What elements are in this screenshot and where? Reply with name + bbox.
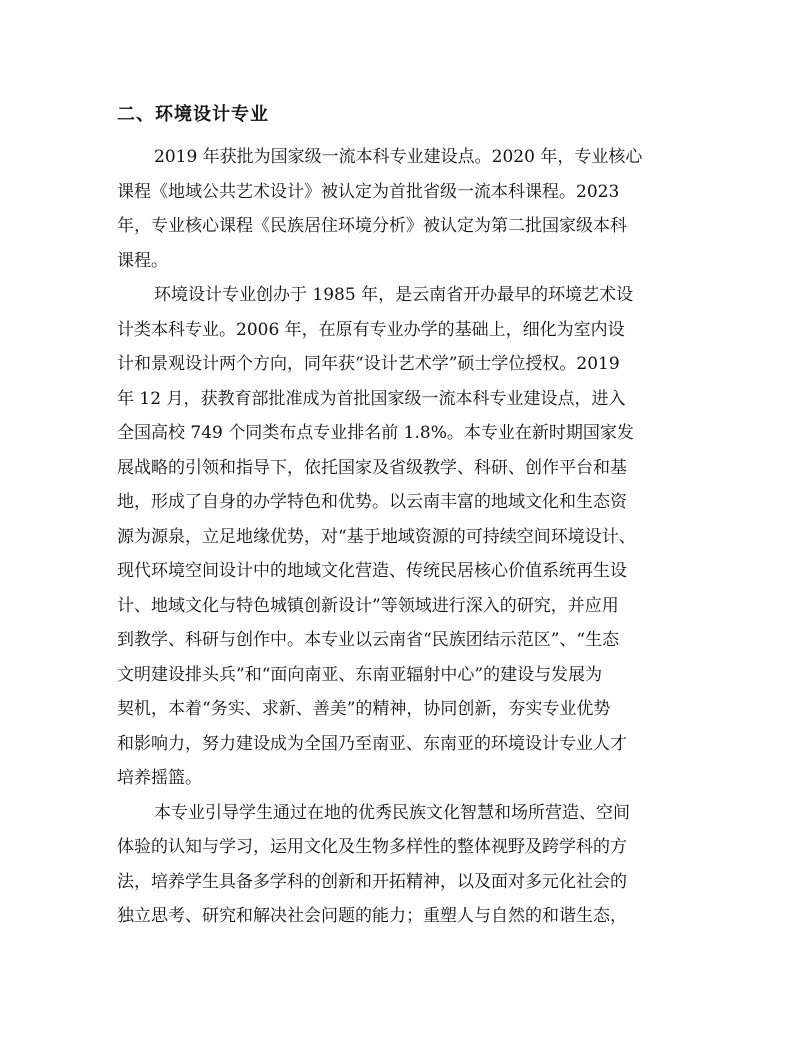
text-line: 契机，本着“务实、求新、善美”的精神，协同创新，夯实专业优势 bbox=[117, 699, 611, 719]
section-heading: 二、环境设计专业 bbox=[117, 104, 269, 125]
text-line: 环境设计专业创办于 1985 年，是云南省开办最早的环境艺术设 bbox=[154, 285, 634, 305]
paragraph-2 bbox=[117, 278, 673, 796]
text-line: 现代环境空间设计中的地域文化营造、传统民居核心价值系统再生设 bbox=[117, 561, 627, 581]
text-line: 计类本科专业。2006 年，在原有专业办学的基础上，细化为室内设 bbox=[117, 319, 625, 340]
paragraph-3 bbox=[117, 796, 673, 934]
text-line: 体验的认知与学习，运用文化及生物多样性的整体视野及跨学科的方 bbox=[117, 837, 627, 857]
document-body bbox=[117, 140, 673, 934]
text-line: 培养摇篮。 bbox=[117, 768, 202, 788]
text-line: 源为源泉，立足地缘优势，对“基于地域资源的可持续空间环境设计、 bbox=[117, 526, 636, 547]
text-line: 独立思考、研究和解决社会问题的能力；重塑人与自然的和谐生态， bbox=[117, 906, 627, 926]
text-line: 展战略的引领和指导下，依托国家及省级教学、科研、创作平台和基 bbox=[117, 457, 627, 478]
text-line: 文明建设排头兵”和“面向南亚、东南亚辐射中心”的建设与发展为 bbox=[117, 664, 603, 685]
text-line: 本专业引导学生通过在地的优秀民族文化智慧和场所营造、空间 bbox=[154, 802, 630, 823]
text-line: 法，培养学生具备多学科的创新和开拓精神，以及面对多元化社会的 bbox=[117, 871, 627, 892]
text-line: 和影响力，努力建设成为全国乃至南亚、东南亚的环境设计专业人才 bbox=[117, 733, 627, 754]
text-line: 全国高校 749 个同类布点专业排名前 1.8%。本专业在新时期国家发 bbox=[117, 423, 634, 443]
text-line: 课程《地域公共艺术设计》被认定为首批省级一流本科课程。2023 bbox=[117, 181, 620, 202]
text-line: 2019 年获批为国家级一流本科专业建设点。2020 年，专业核心 bbox=[154, 147, 643, 167]
text-line: 计、地域文化与特色城镇创新设计”等领域进行深入的研究，并应用 bbox=[117, 595, 619, 616]
text-line: 课程。 bbox=[117, 250, 168, 271]
text-line: 到教学、科研与创作中。本专业以云南省“民族团结示范区”、“生态 bbox=[117, 630, 620, 650]
text-line: 地，形成了自身的办学特色和优势。以云南丰富的地域文化和生态资 bbox=[117, 492, 627, 512]
paragraph-1 bbox=[117, 140, 673, 278]
text-line: 年 12 月，获教育部批准成为首批国家级一流本科专业建设点，进入 bbox=[117, 388, 626, 409]
text-line: 计和景观设计两个方向，同年获“设计艺术学”硕士学位授权。2019 bbox=[117, 354, 620, 374]
text-line: 年，专业核心课程《民族居住环境分析》被认定为第二批国家级本科 bbox=[117, 216, 627, 236]
